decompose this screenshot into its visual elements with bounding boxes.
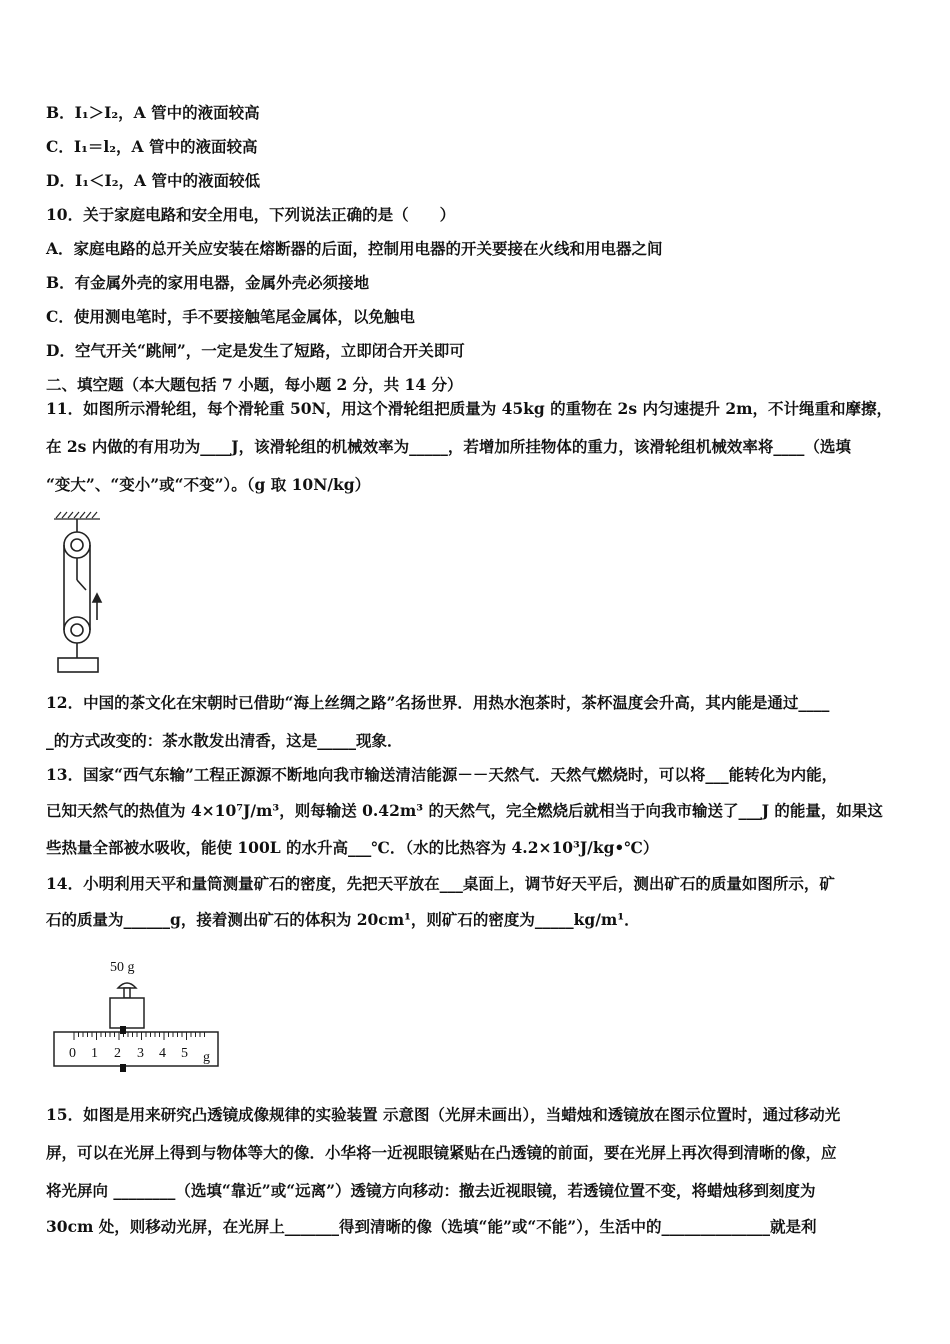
rider-marker-top [120, 1026, 126, 1034]
fixed-pulley [64, 532, 90, 558]
tick-1: 1 [91, 1046, 98, 1061]
question-10: 10．关于家庭电路和安全用电，下列说法正确的是（ ） [46, 205, 456, 224]
question-13-line-2: 已知天然气的热值为 4×10⁷J/m³，则每输送 0.42m³ 的天然气，完全燃烧后就相当于向我市输送了___J 的能量，如果这 [46, 801, 883, 820]
scale-beam [54, 1032, 218, 1066]
rider-marker-bottom [120, 1064, 126, 1072]
pulley-figure [52, 510, 112, 675]
question-13-line-3: 些热量全部被水吸收，能使 100L 的水升高___℃．（水的比热容为 4.2×10³J/kg•℃） [46, 838, 659, 857]
section-2-heading: 二、填空题（本大题包括 7 小题，每小题 2 分，共 14 分） [46, 375, 463, 394]
question-10-option-c: C．使用测电笔时，手不要接触笔尾金属体，以免触电 [46, 307, 415, 326]
unit-label: g [203, 1050, 210, 1065]
question-10-option-a: A．家庭电路的总开关应安装在熔断器的后面，控制用电器的开关要接在火线和用电器之间 [46, 239, 663, 258]
question-10-option-b: B．有金属外壳的家用电器，金属外壳必须接地 [46, 273, 370, 292]
ceiling-hatch [54, 512, 100, 519]
question-12-line-2: _的方式改变的：茶水散发出清香，这是_____现象． [46, 731, 403, 750]
option-d: D．I₁＜I₂，A 管中的液面较低 [46, 171, 260, 190]
question-15-line-2: 屏，可以在光屏上得到与物体等大的像．小华将一近视眼镜紧贴在凸透镜的前面，要在光屏上再次得到清晰的像，应 [46, 1143, 837, 1162]
weight-label: 50 g [110, 960, 135, 975]
question-14-line-1: 14．小明利用天平和量筒测量矿石的密度，先把天平放在___桌面上，调节好天平后，测出矿石的质量如图所示，矿 [46, 874, 835, 893]
question-15-line-1: 15．如图是用来研究凸透镜成像规律的实验装置 示意图（光屏未画出），当蜡烛和透镜放在图示位置时，通过移动光 [46, 1105, 841, 1124]
question-14-line-2: 石的质量为______g，接着测出矿石的体积为 20cm¹，则矿石的密度为_____kg/m¹． [46, 910, 640, 929]
question-11-line-2: 在 2s 内做的有用功为____J，该滑轮组的机械效率为_____，若增加所挂物体的重力，该滑轮组机械效率将____（选填 [46, 437, 851, 456]
option-b: B．I₁＞I₂，A 管中的液面较高 [46, 103, 260, 122]
tick-3: 3 [137, 1046, 144, 1061]
movable-pulley [64, 617, 90, 643]
balance-figure [52, 960, 222, 1072]
tick-0: 0 [69, 1046, 76, 1061]
tick-4: 4 [159, 1046, 166, 1061]
tick-2: 2 [114, 1046, 121, 1061]
question-11-line-1: 11．如图所示滑轮组，每个滑轮重 50N，用这个滑轮组把质量为 45kg 的重物在 2s 内匀速提升 2m，不计绳重和摩擦， [46, 399, 893, 418]
question-10-option-d: D．空气开关“跳闸”，一定是发生了短路，立即闭合开关即可 [46, 341, 465, 360]
option-c: C．I₁＝l₂，A 管中的液面较高 [46, 137, 258, 156]
weight-block [110, 983, 144, 1028]
question-15-line-4: 30cm 处，则移动光屏，在光屏上_______得到清晰的像（选填“能”或“不能”），生活中的______________就是利 [46, 1217, 817, 1236]
question-12-line-1: 12．中国的茶文化在宋朝时已借助“海上丝绸之路”名扬世界．用热水泡茶时，茶杯温度会升高，其内能是通过____ [46, 693, 830, 712]
pull-arrow [93, 594, 101, 620]
load-block [58, 658, 98, 672]
question-13-line-1: 13．国家“西气东输”工程正源源不断地向我市输送清洁能源－－天然气．天然气燃烧时，可以将___能转化为内能， [46, 765, 838, 784]
tick-5: 5 [181, 1046, 188, 1061]
question-15-line-3: 将光屏向 ________（选填“靠近”或“远离”）透镜方向移动：撤去近视眼镜，若透镜位置不变，将蜡烛移到刻度为 [46, 1181, 816, 1200]
question-11-line-3: “变大”、“变小”或“不变”）。（g 取 10N/kg） [46, 475, 371, 494]
